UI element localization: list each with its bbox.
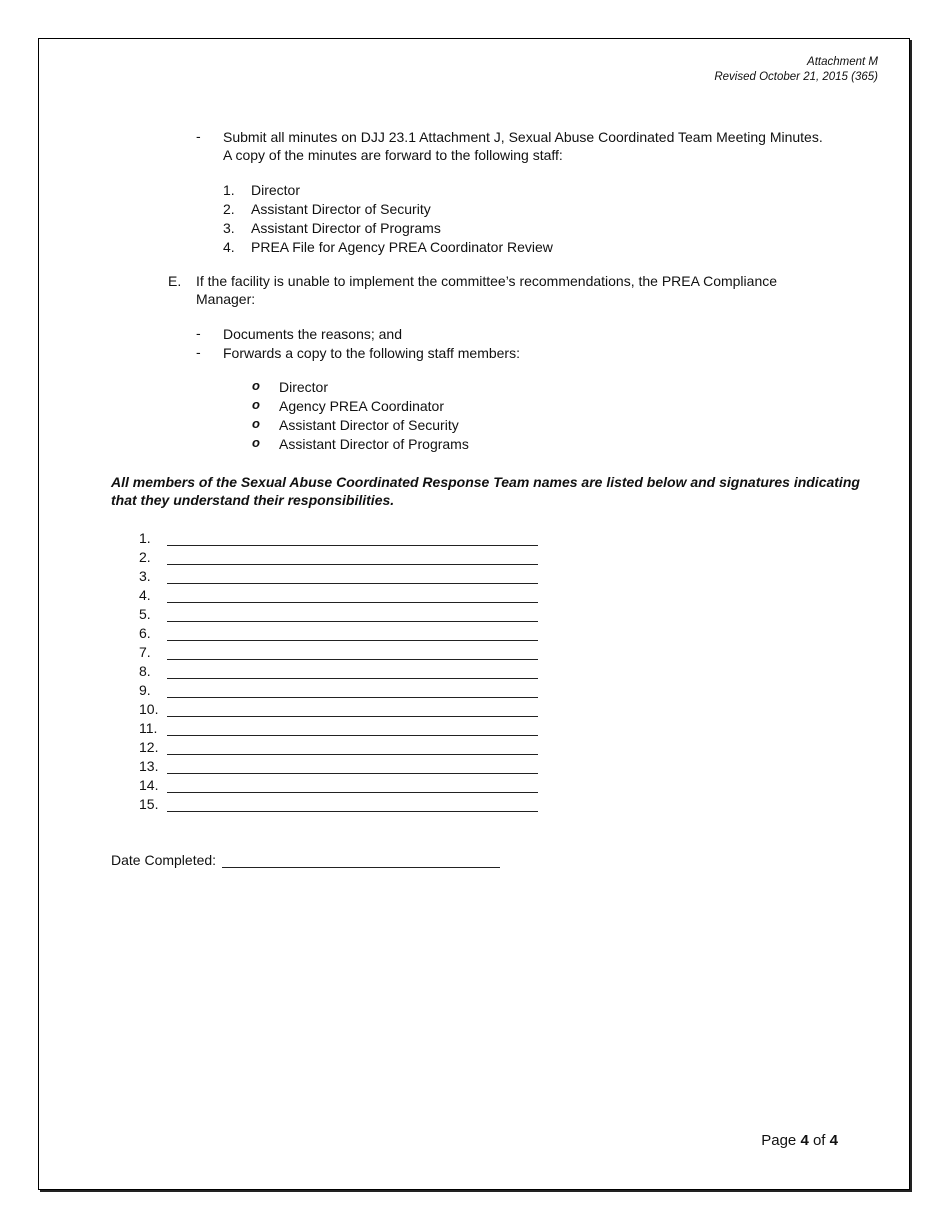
signature-line[interactable] [167,659,538,660]
page-word: Page [761,1132,797,1149]
section-e-dash-2: Forwards a copy to the following staff members: [223,345,520,361]
signature-line[interactable] [167,564,538,565]
of-word: of [812,1132,826,1149]
member-number: 8. [139,663,151,679]
member-number: 6. [139,625,151,641]
signature-line[interactable] [167,583,538,584]
minutes-line-2: A copy of the minutes are forward to the following staff: [223,147,563,163]
signature-line[interactable] [167,792,538,793]
recipient-number: 4. [223,239,235,255]
signature-line[interactable] [167,811,538,812]
member-number: 2. [139,549,151,565]
page-number [761,1132,838,1149]
signature-line[interactable] [167,754,538,755]
recipient-number: 3. [223,220,235,236]
signature-line[interactable] [167,716,538,717]
member-number: 5. [139,606,151,622]
document-header [714,55,878,85]
bullet-icon: o [252,378,260,393]
total-pages: 4 [829,1132,838,1149]
member-number: 12. [139,739,159,755]
section-e-dash-1: Documents the reasons; and [223,326,402,342]
recipient-item: PREA File for Agency PREA Coordinator Review [251,239,553,255]
bullet-icon: o [252,397,260,412]
staff-item: Director [279,379,329,395]
members-statement-line-1: All members of the Sexual Abuse Coordinated Response Team names are listed below and signatures indicating [111,474,860,490]
signature-line[interactable] [167,640,538,641]
attachment-label: Attachment M [807,56,878,68]
member-number: 15. [139,796,159,812]
bullet-icon: o [252,435,260,450]
date-completed-label: Date Completed: [111,852,217,868]
document-page [38,38,910,1190]
recipient-number: 2. [223,201,235,217]
staff-item: Assistant Director of Programs [279,436,469,452]
signature-line[interactable] [167,602,538,603]
current-page: 4 [800,1132,809,1149]
member-number: 11. [139,720,158,736]
dash-marker: - [196,344,201,360]
member-number: 3. [139,568,151,584]
staff-item: Assistant Director of Security [279,417,459,433]
recipient-item: Assistant Director of Security [251,201,431,217]
bullet-icon: o [252,416,260,431]
member-number: 13. [139,758,159,774]
signature-line[interactable] [167,735,538,736]
recipient-number: 1. [223,182,235,198]
signature-line[interactable] [167,678,538,679]
member-number: 4. [139,587,151,603]
minutes-line-1: Submit all minutes on DJJ 23.1 Attachment J, Sexual Abuse Coordinated Team Meeting Minutes. [223,129,823,145]
staff-item: Agency PREA Coordinator [279,398,444,414]
member-number: 10. [139,701,159,717]
members-statement-line-2: that they understand their responsibilities. [111,492,395,508]
section-e-line-2: Manager: [196,291,256,307]
date-completed-line[interactable] [222,867,500,868]
dash-marker: - [196,325,201,341]
section-e-line-1: If the facility is unable to implement the committee’s recommendations, the PREA Compliance [196,273,778,289]
recipient-item: Assistant Director of Programs [251,220,441,236]
member-number: 9. [139,682,151,698]
signature-line[interactable] [167,773,538,774]
revision-date: Revised October 21, 2015 (365) [714,71,878,83]
member-number: 14. [139,777,159,793]
section-letter: E. [168,273,182,289]
signature-line[interactable] [167,545,538,546]
signature-line[interactable] [167,697,538,698]
signature-line[interactable] [167,621,538,622]
member-number: 1. [139,530,151,546]
recipient-item: Director [251,182,301,198]
member-number: 7. [139,644,151,660]
dash-marker: - [196,128,201,144]
